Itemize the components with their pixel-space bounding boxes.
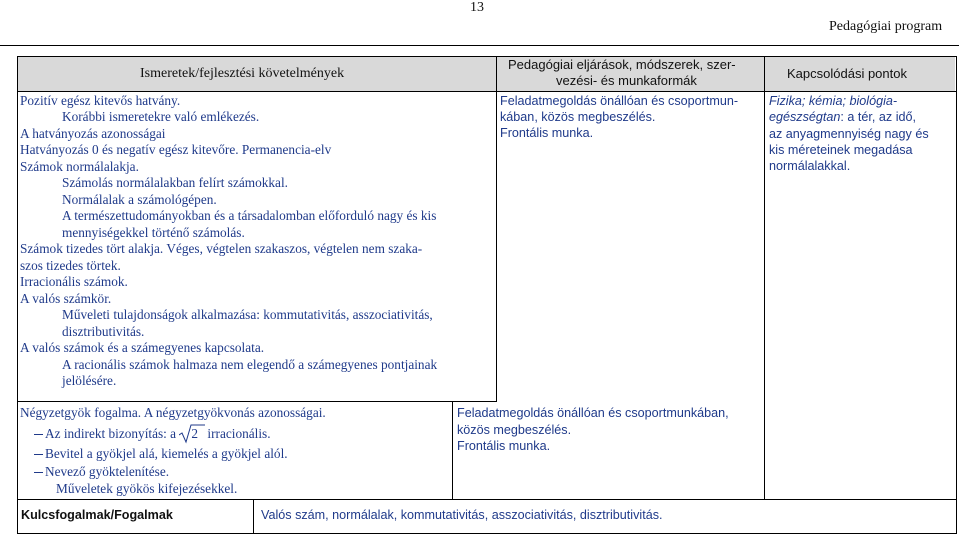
root-item-3: Nevező gyöktelenítése. — [34, 464, 169, 480]
req-line: Számok normálalakja. — [20, 159, 139, 174]
req-line: A valós számkör. — [20, 291, 112, 306]
root-item-1 — [34, 426, 271, 442]
root-section-title: Négyzetgyök fogalma. A négyzetgyökvonás azonosságai. — [20, 405, 326, 420]
header-connections: Kapcsolódási pontok — [787, 66, 907, 81]
req-line: szos tizedes törtek. — [20, 258, 121, 273]
req-line: Számolás normálalakban felírt számokkal. — [62, 175, 288, 190]
req-line: A hatványozás azonosságai — [20, 126, 166, 141]
methods-line: Frontális munka. — [500, 126, 594, 140]
connection-line5: normálalakkal. — [769, 159, 851, 173]
methods-line: kában, közös megbeszélés. — [500, 110, 656, 124]
connection-subjects: Fizika; kémia; biológia- — [769, 94, 898, 108]
req-line: Hatványozás 0 és negatív egész kitevőre. Permanencia-elv — [20, 142, 332, 157]
methods-line: Feladatmegoldás önállóan és csoportmun- — [500, 94, 739, 108]
connection-rest: : a tér, az idő, — [840, 110, 917, 124]
root-methods-line1: Feladatmegoldás önállóan és csoportmunkában, — [457, 406, 729, 420]
root-item-4: Műveletek gyökös kifejezésekkel. — [56, 481, 238, 496]
connection-line2 — [769, 109, 916, 125]
req-line: mennyiségekkel történő számolás. — [62, 225, 245, 240]
connection-line4: kis méreteinek megadása — [769, 143, 913, 157]
header-requirements: Ismeretek/fejlesztési követelmények — [140, 66, 345, 81]
req-line: Korábbi ismeretekre való emlékezés. — [62, 109, 260, 124]
root-methods-line2: közös megbeszélés. — [457, 423, 572, 437]
req-line: Számok tizedes tört alakja. Véges, végtelen szakaszos, végtelen nem szaka- — [20, 241, 423, 256]
keywords-label: Kulcsfogalmak/Fogalmak — [21, 508, 173, 522]
req-line: Pozitív egész kitevős hatvány. — [20, 93, 181, 108]
req-line: A racionális számok halmaza nem elegendő a számegyenes pontjainak — [62, 357, 438, 372]
page-number: 13 — [470, 0, 484, 15]
req-line: A természettudományokban és a társadalomban előforduló nagy és kis — [62, 208, 437, 223]
root-item-1-pre: Az indirekt bizonyítás: a — [45, 426, 177, 441]
running-head: Pedagógiai program — [829, 19, 943, 34]
connection-line3: az anyagmennyiség nagy és — [769, 127, 929, 141]
req-line: jelölésére. — [62, 373, 117, 388]
header-methods-line2: vezési- és munkaformák — [556, 73, 697, 88]
root-item-1-post: irracionális. — [207, 426, 271, 441]
req-line: Irracionális számok. — [20, 274, 128, 289]
root-item-2: Bevitel a gyökjel alá, kiemelés a gyökjel alól. — [34, 446, 288, 462]
req-line: A valós számok és a számegyenes kapcsolata. — [20, 340, 265, 355]
req-line: Műveleti tulajdonságok alkalmazása: kommutativitás, asszociativitás, — [62, 307, 433, 322]
connection-subject-health: egészségtan — [769, 110, 841, 124]
req-line: disztributivitás. — [62, 324, 145, 339]
sqrt-symbol: 2 — [179, 426, 198, 442]
keywords-value: Valós szám, normálalak, kommutativitás, asszociativitás, disztributivitás. — [261, 508, 663, 522]
req-line: Normálalak a számológépen. — [62, 192, 217, 207]
header-methods-line1: Pedagógiai eljárások, módszerek, szer- — [508, 57, 736, 72]
root-methods-line3: Frontális munka. — [457, 439, 551, 453]
